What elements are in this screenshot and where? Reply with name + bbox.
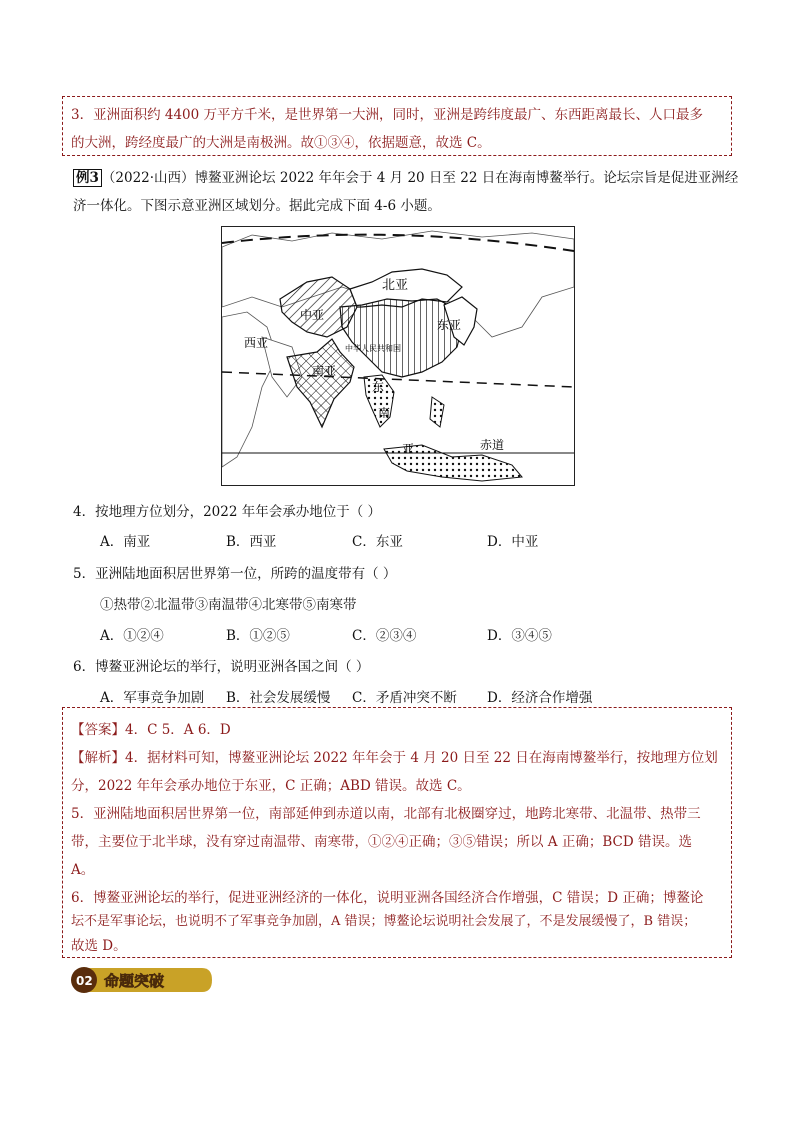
analysis-a5-line2: 带，主要位于北半球，没有穿过南温带、南寒带，①②④正确；③⑤错误；所以 A 正确；BCD 错误。选: [71, 834, 692, 850]
q5-option-d: D．③④⑤: [487, 628, 552, 644]
section-badge-svg: [70, 965, 215, 995]
q6-option-d: D．经济合作增强: [487, 690, 593, 706]
example-source: （2022·山西）: [101, 170, 195, 186]
region-china: [340, 299, 462, 377]
example-tag: 例3: [73, 169, 102, 187]
analysis-a4-line2: 分，2022 年年会承办地位于东亚，C 正确；ABD 错误。故选 C。: [71, 778, 471, 794]
answer3-line2: 的大洲，跨经度最广的大洲是南极洲。故①③④，依据题意，故选 C。: [71, 135, 491, 151]
example-text1: 博鳌亚洲论坛 2022 年年会于 4 月 20 日至 22 日在海南博鳌举行。论坛宗旨是促进亚洲经: [194, 170, 739, 186]
analysis-a6-line2: 坛不是军事论坛，也说明不了军事竞争加剧，A 错误；博鳌论坛说明社会发展了，不是发展缓慢了，B 错误；: [71, 914, 697, 929]
analysis-a6-line1: 6．博鳌亚洲论坛的举行，促进亚洲经济的一体化，说明亚洲各国经济合作增强，C 错误；D 正确；博鳌论: [71, 890, 704, 906]
map-label-west: 西亚: [244, 336, 269, 350]
q6-option-c: C．矛盾冲突不断: [352, 690, 457, 706]
q4-option-c: C．东亚: [352, 534, 403, 550]
map-label-se2: 南: [378, 406, 391, 420]
region-south-asia: [287, 339, 354, 427]
q5-option-b: B．①②⑤: [226, 628, 290, 644]
asia-region-map: [221, 226, 575, 486]
asia-map-svg: [222, 227, 574, 485]
q6-option-a: A．军事竞争加剧: [100, 690, 205, 706]
section-title: 命题突破: [104, 972, 165, 990]
analysis-a4-line1: [71, 746, 718, 766]
map-label-north: 北亚: [382, 278, 409, 293]
answer-label: 【答案】: [71, 722, 125, 738]
q6-option-b: B．社会发展缓慢: [226, 690, 331, 706]
q4-option-b: B．西亚: [226, 534, 277, 550]
analysis-a4-text1: 4．据材料可知，博鳌亚洲论坛 2022 年年会于 4 月 20 日至 22 日在海南博鳌举行，按地理方位划: [125, 750, 718, 766]
map-label-equator: 赤道: [480, 438, 505, 452]
q4-option-d: D．中亚: [487, 534, 539, 550]
analysis-a5-line1: 5．亚洲陆地面积居世界第一位，南部延伸到赤道以南，北部有北极圈穿过，地跨北寒带、北温带、热带三: [71, 806, 701, 822]
map-label-china: 中华人民共和国: [345, 344, 401, 353]
q4-option-a: A．南亚: [100, 534, 151, 550]
analysis-a6-line3: 故选 D。: [71, 938, 127, 954]
q5-option-c: C．②③④: [352, 628, 417, 644]
analysis-a5-line3: A。: [71, 862, 95, 878]
q4-stem: 4．按地理方位划分，2022 年年会承办地位于（ ）: [73, 504, 382, 520]
q5-items: ①热带②北温带③南温带④北寒带⑤南寒带: [100, 597, 357, 613]
map-label-east: 东亚: [437, 318, 462, 332]
q6-stem: 6．博鳌亚洲论坛的举行，说明亚洲各国之间（ ）: [73, 659, 370, 675]
example-intro-line1: [73, 166, 738, 186]
q5-stem: 5．亚洲陆地面积居世界第一位，所跨的温度带有（ ）: [73, 566, 397, 582]
q5-option-a: A．①②④: [100, 628, 164, 644]
answer-text: 4．C 5．A 6．D: [125, 722, 231, 738]
map-label-se1: 东: [372, 380, 385, 394]
map-label-central: 中亚: [300, 308, 325, 322]
map-label-se3: 亚: [402, 442, 415, 456]
example-intro-line2: 济一体化。下图示意亚洲区域划分。据此完成下面 4-6 小题。: [73, 198, 441, 214]
section-number: 02: [76, 974, 93, 988]
answer-line: [71, 718, 231, 738]
map-label-south: 南亚: [312, 364, 337, 378]
section-badge: [70, 965, 215, 995]
answer3-line1: 3．亚洲面积约 4400 万平方千米，是世界第一大洲，同时，亚洲是跨纬度最广、东西距离最长、人口最多: [71, 107, 704, 123]
region-philippines: [430, 397, 444, 427]
analysis-label: 【解析】: [71, 750, 125, 766]
